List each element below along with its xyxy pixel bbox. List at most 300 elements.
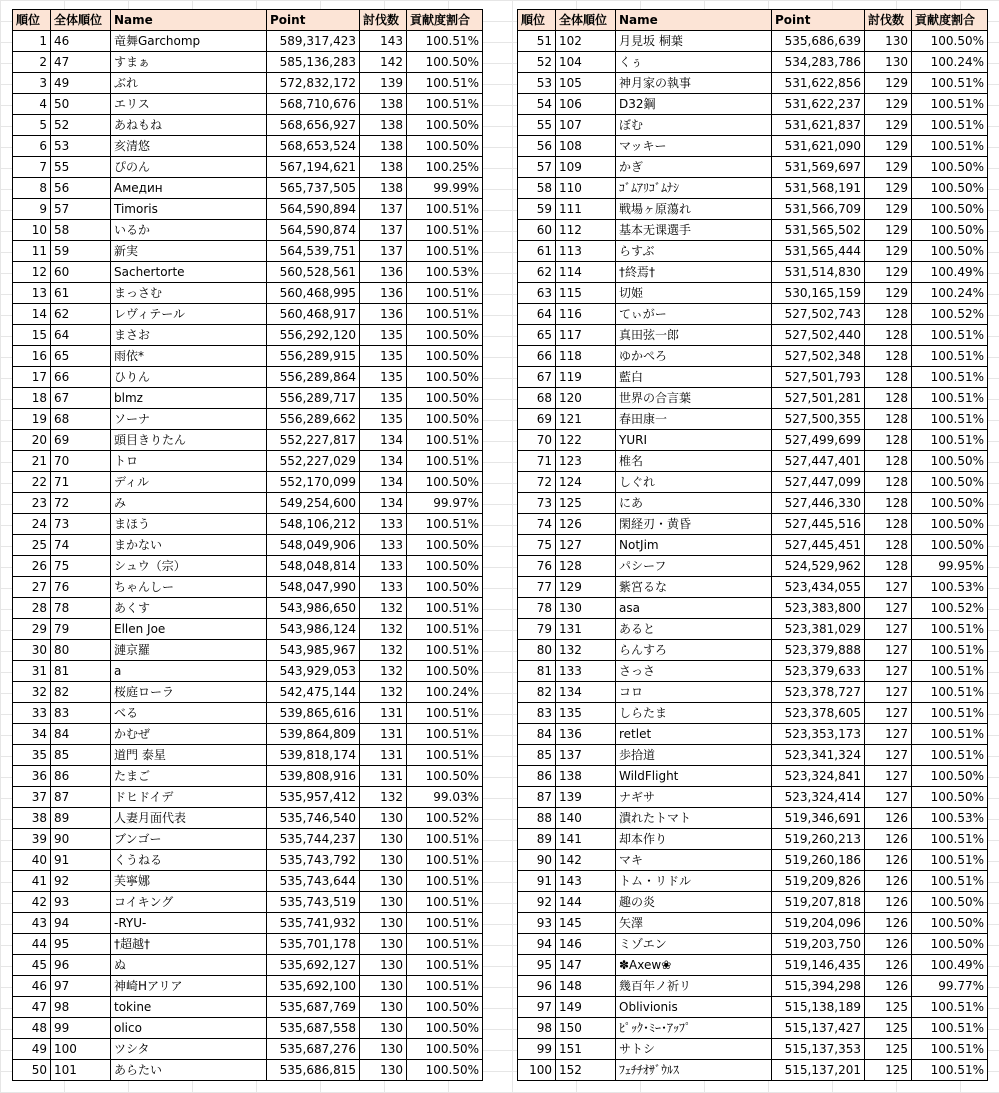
- cell-overall-rank[interactable]: 64: [51, 325, 111, 346]
- cell-kills[interactable]: 127: [865, 619, 912, 640]
- cell-overall-rank[interactable]: 96: [51, 955, 111, 976]
- cell-contribution[interactable]: 100.51%: [407, 892, 483, 913]
- cell-overall-rank[interactable]: 90: [51, 829, 111, 850]
- cell-contribution[interactable]: 100.53%: [912, 808, 988, 829]
- cell-rank[interactable]: 21: [13, 451, 51, 472]
- cell-overall-rank[interactable]: 117: [556, 325, 616, 346]
- cell-name[interactable]: てぃがー: [616, 304, 772, 325]
- cell-point[interactable]: 556,289,662: [267, 409, 360, 430]
- cell-contribution[interactable]: 100.51%: [912, 850, 988, 871]
- header-cell-overall-rank[interactable]: 全体順位: [51, 10, 111, 31]
- cell-kills[interactable]: 130: [360, 934, 407, 955]
- cell-overall-rank[interactable]: 78: [51, 598, 111, 619]
- cell-name[interactable]: 戦場ヶ原蕩れ: [616, 199, 772, 220]
- cell-point[interactable]: 568,653,524: [267, 136, 360, 157]
- cell-overall-rank[interactable]: 116: [556, 304, 616, 325]
- cell-name[interactable]: Oblivionis: [616, 997, 772, 1018]
- cell-rank[interactable]: 64: [518, 304, 556, 325]
- cell-point[interactable]: 549,254,600: [267, 493, 360, 514]
- cell-point[interactable]: 527,501,793: [772, 367, 865, 388]
- cell-kills[interactable]: 126: [865, 976, 912, 997]
- cell-kills[interactable]: 129: [865, 199, 912, 220]
- cell-kills[interactable]: 126: [865, 850, 912, 871]
- cell-kills[interactable]: 138: [360, 178, 407, 199]
- cell-contribution[interactable]: 100.51%: [407, 283, 483, 304]
- cell-name[interactable]: 神崎Hアリア: [111, 976, 267, 997]
- cell-contribution[interactable]: 100.50%: [407, 115, 483, 136]
- cell-kills[interactable]: 133: [360, 577, 407, 598]
- cell-rank[interactable]: 38: [13, 808, 51, 829]
- cell-overall-rank[interactable]: 113: [556, 241, 616, 262]
- cell-point[interactable]: 527,445,451: [772, 535, 865, 556]
- cell-overall-rank[interactable]: 129: [556, 577, 616, 598]
- cell-overall-rank[interactable]: 95: [51, 934, 111, 955]
- cell-overall-rank[interactable]: 122: [556, 430, 616, 451]
- cell-point[interactable]: 515,137,427: [772, 1018, 865, 1039]
- cell-overall-rank[interactable]: 114: [556, 262, 616, 283]
- cell-name[interactable]: らんすろ: [616, 640, 772, 661]
- cell-contribution[interactable]: 100.50%: [912, 178, 988, 199]
- cell-point[interactable]: 527,502,743: [772, 304, 865, 325]
- cell-kills[interactable]: 134: [360, 472, 407, 493]
- cell-name[interactable]: blmz: [111, 388, 267, 409]
- cell-point[interactable]: 519,260,213: [772, 829, 865, 850]
- cell-point[interactable]: 542,475,144: [267, 682, 360, 703]
- cell-rank[interactable]: 54: [518, 94, 556, 115]
- cell-name[interactable]: マッキー: [616, 136, 772, 157]
- cell-point[interactable]: 535,743,792: [267, 850, 360, 871]
- cell-overall-rank[interactable]: 100: [51, 1039, 111, 1060]
- cell-rank[interactable]: 31: [13, 661, 51, 682]
- cell-contribution[interactable]: 100.52%: [912, 304, 988, 325]
- cell-kills[interactable]: 130: [360, 808, 407, 829]
- cell-overall-rank[interactable]: 128: [556, 556, 616, 577]
- cell-kills[interactable]: 137: [360, 199, 407, 220]
- cell-contribution[interactable]: 100.51%: [912, 661, 988, 682]
- cell-contribution[interactable]: 100.51%: [407, 598, 483, 619]
- header-cell-point[interactable]: Point: [267, 10, 360, 31]
- cell-kills[interactable]: 125: [865, 1018, 912, 1039]
- cell-contribution[interactable]: 100.51%: [407, 703, 483, 724]
- cell-point[interactable]: 552,227,817: [267, 430, 360, 451]
- cell-overall-rank[interactable]: 55: [51, 157, 111, 178]
- cell-overall-rank[interactable]: 133: [556, 661, 616, 682]
- cell-point[interactable]: 543,986,650: [267, 598, 360, 619]
- cell-contribution[interactable]: 100.51%: [912, 367, 988, 388]
- cell-rank[interactable]: 1: [13, 31, 51, 52]
- cell-contribution[interactable]: 100.50%: [407, 766, 483, 787]
- cell-kills[interactable]: 126: [865, 871, 912, 892]
- cell-overall-rank[interactable]: 86: [51, 766, 111, 787]
- cell-contribution[interactable]: 100.50%: [912, 157, 988, 178]
- cell-kills[interactable]: 133: [360, 514, 407, 535]
- cell-kills[interactable]: 135: [360, 325, 407, 346]
- cell-name[interactable]: レヴィテール: [111, 304, 267, 325]
- cell-contribution[interactable]: 100.50%: [407, 661, 483, 682]
- cell-point[interactable]: 519,260,186: [772, 850, 865, 871]
- cell-kills[interactable]: 130: [360, 892, 407, 913]
- cell-overall-rank[interactable]: 118: [556, 346, 616, 367]
- cell-kills[interactable]: 127: [865, 682, 912, 703]
- cell-name[interactable]: 竜舞Garchomp: [111, 31, 267, 52]
- cell-contribution[interactable]: 100.51%: [407, 304, 483, 325]
- cell-contribution[interactable]: 100.50%: [912, 535, 988, 556]
- cell-point[interactable]: 527,502,348: [772, 346, 865, 367]
- cell-rank[interactable]: 73: [518, 493, 556, 514]
- cell-rank[interactable]: 15: [13, 325, 51, 346]
- cell-name[interactable]: ナギサ: [616, 787, 772, 808]
- cell-overall-rank[interactable]: 130: [556, 598, 616, 619]
- cell-name[interactable]: ソーナ: [111, 409, 267, 430]
- cell-rank[interactable]: 34: [13, 724, 51, 745]
- cell-rank[interactable]: 97: [518, 997, 556, 1018]
- cell-kills[interactable]: 126: [865, 955, 912, 976]
- cell-rank[interactable]: 26: [13, 556, 51, 577]
- cell-contribution[interactable]: 100.51%: [407, 94, 483, 115]
- cell-kills[interactable]: 129: [865, 178, 912, 199]
- cell-kills[interactable]: 130: [360, 1060, 407, 1081]
- cell-contribution[interactable]: 100.51%: [912, 619, 988, 640]
- cell-contribution[interactable]: 100.51%: [407, 829, 483, 850]
- cell-point[interactable]: 564,539,751: [267, 241, 360, 262]
- cell-kills[interactable]: 130: [360, 829, 407, 850]
- cell-kills[interactable]: 127: [865, 703, 912, 724]
- cell-kills[interactable]: 129: [865, 220, 912, 241]
- cell-name[interactable]: 桜庭ローラ: [111, 682, 267, 703]
- cell-rank[interactable]: 9: [13, 199, 51, 220]
- cell-point[interactable]: 535,687,769: [267, 997, 360, 1018]
- cell-contribution[interactable]: 100.51%: [912, 346, 988, 367]
- cell-name[interactable]: 新実: [111, 241, 267, 262]
- cell-name[interactable]: しらたま: [616, 703, 772, 724]
- cell-overall-rank[interactable]: 139: [556, 787, 616, 808]
- cell-rank[interactable]: 83: [518, 703, 556, 724]
- cell-contribution[interactable]: 100.51%: [912, 1039, 988, 1060]
- cell-name[interactable]: まっさむ: [111, 283, 267, 304]
- cell-rank[interactable]: 28: [13, 598, 51, 619]
- cell-contribution[interactable]: 100.51%: [407, 640, 483, 661]
- cell-point[interactable]: 523,434,055: [772, 577, 865, 598]
- cell-overall-rank[interactable]: 135: [556, 703, 616, 724]
- cell-kills[interactable]: 128: [865, 493, 912, 514]
- cell-contribution[interactable]: 99.99%: [407, 178, 483, 199]
- cell-rank[interactable]: 6: [13, 136, 51, 157]
- cell-kills[interactable]: 127: [865, 661, 912, 682]
- cell-overall-rank[interactable]: 52: [51, 115, 111, 136]
- cell-name[interactable]: -RYU-: [111, 913, 267, 934]
- cell-overall-rank[interactable]: 57: [51, 199, 111, 220]
- cell-overall-rank[interactable]: 137: [556, 745, 616, 766]
- cell-kills[interactable]: 128: [865, 556, 912, 577]
- cell-overall-rank[interactable]: 146: [556, 934, 616, 955]
- cell-overall-rank[interactable]: 75: [51, 556, 111, 577]
- cell-overall-rank[interactable]: 124: [556, 472, 616, 493]
- cell-kills[interactable]: 130: [360, 997, 407, 1018]
- cell-contribution[interactable]: 100.51%: [407, 199, 483, 220]
- cell-name[interactable]: まさお: [111, 325, 267, 346]
- cell-point[interactable]: 535,686,815: [267, 1060, 360, 1081]
- cell-name[interactable]: ツシタ: [111, 1039, 267, 1060]
- cell-kills[interactable]: 130: [360, 976, 407, 997]
- cell-rank[interactable]: 36: [13, 766, 51, 787]
- cell-contribution[interactable]: 100.50%: [407, 367, 483, 388]
- cell-point[interactable]: 519,203,750: [772, 934, 865, 955]
- cell-point[interactable]: 531,565,444: [772, 241, 865, 262]
- cell-point[interactable]: 527,500,355: [772, 409, 865, 430]
- cell-kills[interactable]: 130: [865, 52, 912, 73]
- cell-name[interactable]: シュウ（宗）: [111, 556, 267, 577]
- cell-overall-rank[interactable]: 49: [51, 73, 111, 94]
- cell-point[interactable]: 539,864,809: [267, 724, 360, 745]
- cell-contribution[interactable]: 100.51%: [407, 976, 483, 997]
- cell-point[interactable]: 515,138,189: [772, 997, 865, 1018]
- cell-name[interactable]: まかない: [111, 535, 267, 556]
- cell-kills[interactable]: 129: [865, 262, 912, 283]
- cell-rank[interactable]: 53: [518, 73, 556, 94]
- cell-name[interactable]: ﾌｪﾁﾁｵｻﾞｳﾙｽ: [616, 1060, 772, 1081]
- header-cell-kills[interactable]: 討伐数: [360, 10, 407, 31]
- cell-point[interactable]: 556,292,120: [267, 325, 360, 346]
- cell-contribution[interactable]: 100.51%: [912, 94, 988, 115]
- cell-contribution[interactable]: 100.50%: [912, 787, 988, 808]
- header-cell-name[interactable]: Name: [111, 10, 267, 31]
- cell-name[interactable]: コイキング: [111, 892, 267, 913]
- cell-rank[interactable]: 93: [518, 913, 556, 934]
- cell-name[interactable]: 潰れたトマト: [616, 808, 772, 829]
- cell-contribution[interactable]: 100.51%: [912, 115, 988, 136]
- cell-kills[interactable]: 137: [360, 220, 407, 241]
- cell-rank[interactable]: 96: [518, 976, 556, 997]
- cell-contribution[interactable]: 99.95%: [912, 556, 988, 577]
- cell-contribution[interactable]: 100.51%: [912, 745, 988, 766]
- cell-contribution[interactable]: 100.24%: [407, 682, 483, 703]
- cell-rank[interactable]: 43: [13, 913, 51, 934]
- cell-rank[interactable]: 84: [518, 724, 556, 745]
- cell-name[interactable]: 亥清悠: [111, 136, 267, 157]
- cell-overall-rank[interactable]: 127: [556, 535, 616, 556]
- cell-point[interactable]: 535,687,558: [267, 1018, 360, 1039]
- cell-overall-rank[interactable]: 56: [51, 178, 111, 199]
- cell-kills[interactable]: 129: [865, 241, 912, 262]
- cell-rank[interactable]: 63: [518, 283, 556, 304]
- cell-kills[interactable]: 125: [865, 1060, 912, 1081]
- cell-name[interactable]: Sachertorte: [111, 262, 267, 283]
- cell-rank[interactable]: 68: [518, 388, 556, 409]
- cell-name[interactable]: †終焉†: [616, 262, 772, 283]
- cell-point[interactable]: 535,743,519: [267, 892, 360, 913]
- header-cell-contribution[interactable]: 貢献度割合: [912, 10, 988, 31]
- cell-name[interactable]: まほう: [111, 514, 267, 535]
- cell-kills[interactable]: 127: [865, 787, 912, 808]
- cell-name[interactable]: あると: [616, 619, 772, 640]
- cell-name[interactable]: あらたい: [111, 1060, 267, 1081]
- cell-kills[interactable]: 136: [360, 283, 407, 304]
- cell-rank[interactable]: 90: [518, 850, 556, 871]
- cell-kills[interactable]: 127: [865, 640, 912, 661]
- cell-rank[interactable]: 19: [13, 409, 51, 430]
- cell-overall-rank[interactable]: 148: [556, 976, 616, 997]
- cell-rank[interactable]: 46: [13, 976, 51, 997]
- cell-kills[interactable]: 134: [360, 451, 407, 472]
- cell-kills[interactable]: 134: [360, 430, 407, 451]
- cell-contribution[interactable]: 99.77%: [912, 976, 988, 997]
- cell-kills[interactable]: 130: [360, 850, 407, 871]
- cell-kills[interactable]: 127: [865, 577, 912, 598]
- cell-rank[interactable]: 24: [13, 514, 51, 535]
- cell-overall-rank[interactable]: 134: [556, 682, 616, 703]
- cell-contribution[interactable]: 100.50%: [912, 892, 988, 913]
- cell-kills[interactable]: 130: [360, 1018, 407, 1039]
- cell-kills[interactable]: 126: [865, 934, 912, 955]
- cell-contribution[interactable]: 100.51%: [407, 241, 483, 262]
- cell-point[interactable]: 519,209,826: [772, 871, 865, 892]
- cell-kills[interactable]: 132: [360, 619, 407, 640]
- cell-contribution[interactable]: 100.51%: [407, 31, 483, 52]
- cell-name[interactable]: ﾋﾟｯｸ･ﾐｰ･ｱｯﾌﾟ: [616, 1018, 772, 1039]
- cell-rank[interactable]: 56: [518, 136, 556, 157]
- cell-point[interactable]: 568,656,927: [267, 115, 360, 136]
- cell-rank[interactable]: 22: [13, 472, 51, 493]
- cell-overall-rank[interactable]: 115: [556, 283, 616, 304]
- cell-kills[interactable]: 131: [360, 745, 407, 766]
- cell-contribution[interactable]: 100.50%: [407, 1039, 483, 1060]
- cell-name[interactable]: らすぶ: [616, 241, 772, 262]
- cell-name[interactable]: さっさ: [616, 661, 772, 682]
- cell-rank[interactable]: 44: [13, 934, 51, 955]
- cell-name[interactable]: 切姫: [616, 283, 772, 304]
- cell-kills[interactable]: 128: [865, 430, 912, 451]
- cell-point[interactable]: 535,741,932: [267, 913, 360, 934]
- cell-contribution[interactable]: 100.49%: [912, 262, 988, 283]
- cell-kills[interactable]: 128: [865, 304, 912, 325]
- cell-kills[interactable]: 135: [360, 346, 407, 367]
- cell-rank[interactable]: 20: [13, 430, 51, 451]
- cell-point[interactable]: 535,744,237: [267, 829, 360, 850]
- cell-overall-rank[interactable]: 66: [51, 367, 111, 388]
- cell-overall-rank[interactable]: 50: [51, 94, 111, 115]
- cell-overall-rank[interactable]: 61: [51, 283, 111, 304]
- cell-overall-rank[interactable]: 84: [51, 724, 111, 745]
- cell-name[interactable]: 幾百年ノ祈リ: [616, 976, 772, 997]
- cell-rank[interactable]: 92: [518, 892, 556, 913]
- cell-contribution[interactable]: 100.50%: [912, 241, 988, 262]
- cell-name[interactable]: tokine: [111, 997, 267, 1018]
- cell-name[interactable]: エリス: [111, 94, 267, 115]
- cell-overall-rank[interactable]: 141: [556, 829, 616, 850]
- cell-name[interactable]: YURI: [616, 430, 772, 451]
- cell-contribution[interactable]: 100.51%: [912, 73, 988, 94]
- cell-rank[interactable]: 61: [518, 241, 556, 262]
- cell-point[interactable]: 531,622,856: [772, 73, 865, 94]
- cell-point[interactable]: 565,737,505: [267, 178, 360, 199]
- cell-overall-rank[interactable]: 58: [51, 220, 111, 241]
- cell-rank[interactable]: 12: [13, 262, 51, 283]
- cell-overall-rank[interactable]: 140: [556, 808, 616, 829]
- cell-name[interactable]: 世界の合言葉: [616, 388, 772, 409]
- cell-rank[interactable]: 80: [518, 640, 556, 661]
- cell-rank[interactable]: 11: [13, 241, 51, 262]
- cell-kills[interactable]: 133: [360, 556, 407, 577]
- cell-rank[interactable]: 10: [13, 220, 51, 241]
- cell-name[interactable]: 頭目きりたん: [111, 430, 267, 451]
- cell-overall-rank[interactable]: 79: [51, 619, 111, 640]
- cell-name[interactable]: 道門 泰星: [111, 745, 267, 766]
- header-cell-rank[interactable]: 順位: [13, 10, 51, 31]
- cell-overall-rank[interactable]: 121: [556, 409, 616, 430]
- cell-name[interactable]: 人妻月面代表: [111, 808, 267, 829]
- cell-point[interactable]: 567,194,621: [267, 157, 360, 178]
- cell-rank[interactable]: 71: [518, 451, 556, 472]
- cell-rank[interactable]: 35: [13, 745, 51, 766]
- cell-rank[interactable]: 8: [13, 178, 51, 199]
- cell-kills[interactable]: 126: [865, 913, 912, 934]
- cell-overall-rank[interactable]: 106: [556, 94, 616, 115]
- cell-kills[interactable]: 126: [865, 829, 912, 850]
- cell-rank[interactable]: 77: [518, 577, 556, 598]
- cell-contribution[interactable]: 100.51%: [912, 136, 988, 157]
- cell-kills[interactable]: 125: [865, 1039, 912, 1060]
- cell-point[interactable]: 539,808,916: [267, 766, 360, 787]
- cell-point[interactable]: 527,502,440: [772, 325, 865, 346]
- cell-rank[interactable]: 55: [518, 115, 556, 136]
- cell-overall-rank[interactable]: 151: [556, 1039, 616, 1060]
- cell-point[interactable]: 585,136,283: [267, 52, 360, 73]
- cell-overall-rank[interactable]: 69: [51, 430, 111, 451]
- cell-point[interactable]: 523,378,727: [772, 682, 865, 703]
- cell-rank[interactable]: 29: [13, 619, 51, 640]
- cell-name[interactable]: ぴのん: [111, 157, 267, 178]
- cell-point[interactable]: 535,957,412: [267, 787, 360, 808]
- cell-contribution[interactable]: 100.51%: [912, 724, 988, 745]
- cell-contribution[interactable]: 100.51%: [407, 934, 483, 955]
- cell-kills[interactable]: 138: [360, 157, 407, 178]
- cell-contribution[interactable]: 100.52%: [912, 598, 988, 619]
- cell-overall-rank[interactable]: 65: [51, 346, 111, 367]
- cell-rank[interactable]: 4: [13, 94, 51, 115]
- cell-rank[interactable]: 69: [518, 409, 556, 430]
- cell-point[interactable]: 527,501,281: [772, 388, 865, 409]
- cell-point[interactable]: 515,137,201: [772, 1060, 865, 1081]
- cell-rank[interactable]: 13: [13, 283, 51, 304]
- cell-point[interactable]: 552,170,099: [267, 472, 360, 493]
- cell-overall-rank[interactable]: 74: [51, 535, 111, 556]
- header-cell-rank[interactable]: 順位: [518, 10, 556, 31]
- cell-rank[interactable]: 47: [13, 997, 51, 1018]
- cell-overall-rank[interactable]: 136: [556, 724, 616, 745]
- cell-point[interactable]: 527,446,330: [772, 493, 865, 514]
- cell-rank[interactable]: 91: [518, 871, 556, 892]
- cell-rank[interactable]: 7: [13, 157, 51, 178]
- cell-name[interactable]: ✽Axew❀: [616, 955, 772, 976]
- cell-contribution[interactable]: 100.51%: [912, 997, 988, 1018]
- cell-kills[interactable]: 132: [360, 787, 407, 808]
- cell-overall-rank[interactable]: 98: [51, 997, 111, 1018]
- cell-name[interactable]: ぬ: [111, 955, 267, 976]
- cell-overall-rank[interactable]: 107: [556, 115, 616, 136]
- cell-rank[interactable]: 49: [13, 1039, 51, 1060]
- cell-rank[interactable]: 95: [518, 955, 556, 976]
- cell-contribution[interactable]: 100.53%: [407, 262, 483, 283]
- cell-overall-rank[interactable]: 68: [51, 409, 111, 430]
- cell-contribution[interactable]: 100.50%: [407, 346, 483, 367]
- cell-rank[interactable]: 45: [13, 955, 51, 976]
- cell-overall-rank[interactable]: 97: [51, 976, 111, 997]
- cell-rank[interactable]: 67: [518, 367, 556, 388]
- cell-overall-rank[interactable]: 152: [556, 1060, 616, 1081]
- cell-kills[interactable]: 128: [865, 409, 912, 430]
- cell-overall-rank[interactable]: 147: [556, 955, 616, 976]
- cell-overall-rank[interactable]: 81: [51, 661, 111, 682]
